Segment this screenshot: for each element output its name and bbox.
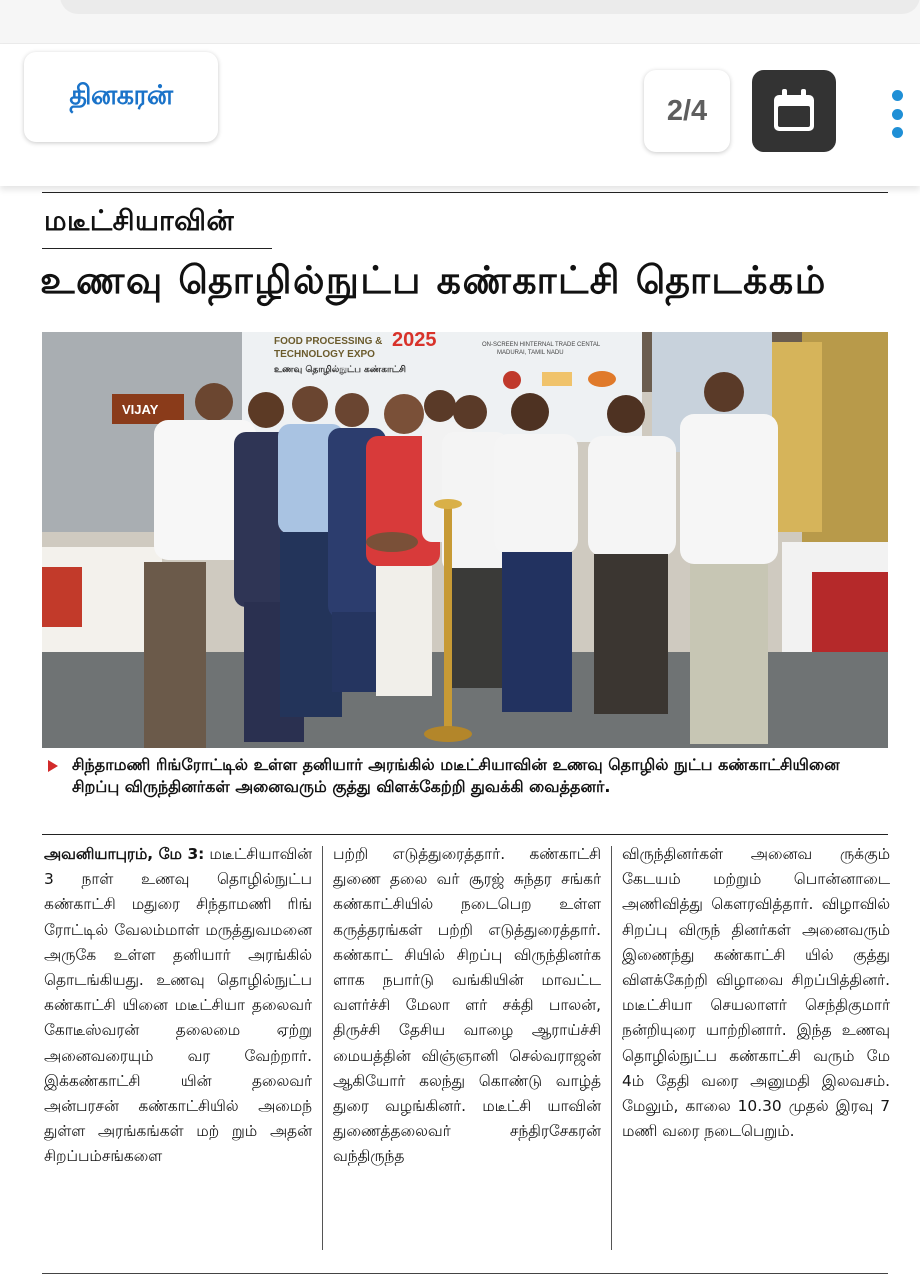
more-options-button[interactable]	[880, 84, 914, 144]
app-header	[0, 44, 920, 186]
article-kicker: மடீட்சியாவின்	[44, 204, 235, 237]
body-column-3	[622, 842, 890, 1262]
venue-line1: ON-SCREEN HINTERNAL TRADE CENTAL	[482, 342, 601, 348]
more-dot-icon	[892, 127, 903, 138]
person-10	[680, 372, 778, 744]
browser-top-strip	[0, 0, 920, 44]
stall-sign: VIJAY	[122, 402, 159, 417]
banner-year: 2025	[392, 332, 437, 351]
calendar-icon	[769, 86, 819, 136]
article-body	[44, 842, 890, 1262]
caption-text: சிந்தாமணி ரிங்ரோட்டில் உள்ள தனியார் அரங்கில் மடீட்சியாவின் உணவு தொழில் நுட்ப கண்காட்சியினை சிறப்பு விருந்தினர்கள் அனைவரும் குத்து விளக்கேற்றி துவக்கி வைத்தனர்.	[72, 755, 840, 796]
article	[0, 186, 920, 1280]
calendar-button[interactable]	[752, 70, 836, 152]
publication-logo[interactable]	[24, 52, 218, 142]
address-bar[interactable]	[60, 0, 920, 14]
photo-caption	[44, 754, 890, 798]
body-column-1	[44, 842, 312, 1262]
banner-line1: FOOD PROCESSING &	[274, 336, 383, 347]
top-rule	[42, 192, 888, 193]
article-photo[interactable]	[42, 332, 888, 748]
more-dot-icon	[892, 90, 903, 101]
column-2-text: பற்றி எடுத்துரைத்தார். கண்காட்சி துணை தலை வர் சூரஜ் சுந்தர சங்கர் கண்காட்சியில் நடைபெற உள்ள கருத்தரங்கள் பற்றி எடுத்துரைத்தார். கண்காட் சியில் சிறப்பு விருந்தினர்க ளாக நபார்டு வங்கியின் மாவட்ட வளர்ச்சி மேலா ளர் சக்தி பாலன், திருச்சி தேசிய வாழை ஆராய்ச்சி மையத்தின் விஞ்ஞானி செல்வராஜன் ஆகியோர் கலந்து கொண்டு வாழ்த் துரை வழங்கினர். மடீட்சி யாவின் துணைத்தலைவர் சந்திரசேகரன் வந்திருந்த	[333, 845, 601, 1166]
bottom-rule	[42, 1273, 888, 1274]
article-headline: உணவு தொழில்நுட்ப கண்காட்சி தொடக்கம்	[40, 258, 827, 302]
caption-rule	[42, 834, 888, 835]
page-indicator[interactable]: 2/4	[644, 70, 730, 152]
dateline: அவனியாபுரம், மே 3:	[44, 845, 205, 863]
event-photo-illustration	[42, 332, 888, 748]
column-3-text: விருந்தினர்கள் அனைவ ருக்கும் கேடயம் மற்றும் பொன்னாடை அணிவித்து கௌரவித்தார். விழாவில் சிறப்பு விருந் தினர்கள் அனைவரும் இணைந்து கண்காட்சி யில் குத்து விளக்கேற்றி விழாவை சிறப்பித்தினர். மடீட்சியா செயலாளர் செந்திகுமார் நன்றியுரை யாற்றினார். இந்த உணவு தொழில்நுட்ப கண்காட்சி வரும் மே 4ம் தேதி வரை அனுமதி இலவசம். மேலும், காலை 10.30 முதல் இரவு 7 மணி வரை நடைபெறும்.	[622, 845, 890, 1141]
banner-line2: TECHNOLOGY EXPO	[274, 349, 375, 360]
column-divider	[322, 846, 323, 1250]
banner-tamil: உணவு தொழில்நுட்ப கண்காட்சி	[274, 365, 406, 375]
caption-arrow-icon	[48, 760, 58, 772]
more-dot-icon	[892, 109, 903, 120]
kicker-rule	[42, 248, 272, 249]
logo-text: தினகரன்	[69, 79, 173, 111]
person-8	[494, 393, 578, 712]
column-1-text: மடீட்சியாவின் 3 நாள் உணவு தொழில்நுட்ப கண்காட்சி மதுரை சிந்தாமணி ரிங் ரோட்டில் வேலம்மாள் மருத்துவமனை அருகே உள்ள தனியார் அரங்கில் தொடங்கியது. உணவு தொழில்நுட்ப கண்காட்சி யினை மடீட்சியா தலைவர் கோடீஸ்வரன் தலைமை ஏற்று அனைவரையும் வர வேற்றார். இக்கண்காட்சி யின் தலைவர் அன்பரசன் கண்காட்சியில் அமைந் துள்ள அரங்கங்கள் மற் றும் அதன் சிறப்பம்சங்களை	[44, 845, 312, 1166]
venue-line2: MADURAI, TAMIL NADU	[497, 350, 564, 356]
body-column-2	[333, 842, 601, 1262]
person-9	[588, 395, 676, 714]
column-divider	[611, 846, 612, 1250]
